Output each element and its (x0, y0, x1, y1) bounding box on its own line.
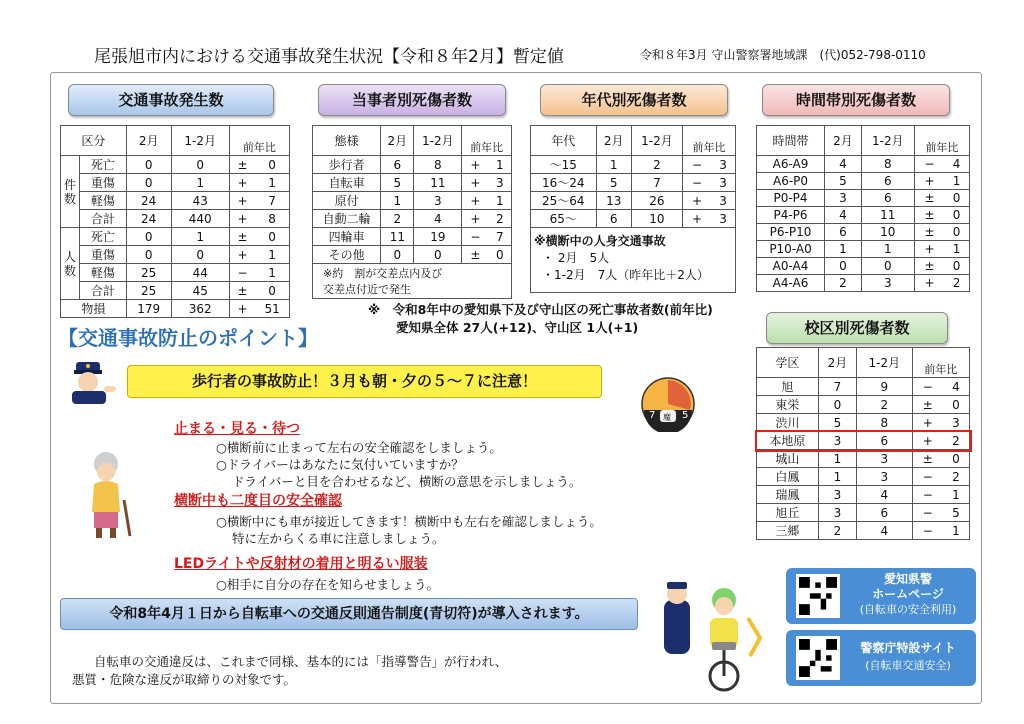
table-row (757, 450, 970, 468)
col-header: 時間帯 (757, 126, 825, 156)
section-age: 年代別死傷者数 (540, 84, 728, 116)
value-sign: − (912, 486, 943, 504)
value-ytd: 6 (857, 432, 912, 450)
value-yoy: 3 (489, 174, 512, 192)
value-sign: + (462, 156, 489, 174)
age-note-line: ・1-2月 7人（昨年比＋2人） (542, 268, 709, 282)
value-sign: + (229, 210, 255, 228)
row-label: 死亡 (80, 228, 127, 246)
bicycle-ticket-notice: 令和8年4月１日から自転車への交通反則通告制度(青切符)が導入されます。 (60, 598, 638, 630)
value-feb: 25 (126, 282, 171, 300)
table-row (313, 192, 512, 210)
table-row (531, 192, 736, 210)
value-feb: 2 (818, 522, 856, 540)
table-row (757, 156, 970, 173)
row-label: 城山 (757, 450, 819, 468)
value-sign: + (462, 210, 489, 228)
pedestrian-warning-banner: 歩行者の事故防止！３月も朝・夕の５～７に注意！ (127, 365, 602, 398)
table-row (757, 522, 970, 540)
row-label: 歩行者 (313, 156, 381, 174)
value-sign: + (912, 414, 943, 432)
row-label: 四輪車 (313, 228, 381, 246)
value-yoy: 0 (489, 246, 512, 264)
value-ytd: 362 (171, 300, 229, 318)
row-label: 東栄 (757, 396, 819, 414)
value-yoy: 3 (711, 174, 735, 192)
value-yoy: 0 (255, 282, 289, 300)
table-row (531, 174, 736, 192)
value-yoy: 1 (489, 192, 512, 210)
value-yoy: 1 (255, 264, 289, 282)
value-feb: 5 (596, 174, 631, 192)
value-ytd: 0 (861, 258, 914, 275)
group-label: 人 数 (61, 228, 80, 300)
value-feb: 2 (825, 275, 862, 292)
col-header: 2月 (381, 126, 414, 156)
value-feb: 6 (381, 156, 414, 174)
point-heading-3: LEDライトや反射材の着用と明るい服装 (174, 556, 428, 572)
elderly-pedestrian-icon (80, 450, 140, 540)
value-ytd: 6 (861, 173, 914, 190)
qr1-title2: ホームページ (872, 587, 944, 601)
section-accidents: 交通事故発生数 (68, 84, 274, 116)
value-sign: ± (229, 282, 255, 300)
value-sign: − (682, 174, 711, 192)
value-feb: 13 (596, 192, 631, 210)
qr-code-icon (796, 574, 840, 618)
value-sign: ± (914, 207, 944, 224)
value-feb: 11 (381, 228, 414, 246)
value-ytd: 19 (414, 228, 462, 246)
value-sign: + (682, 210, 711, 228)
prefecture-note-line1: ※ 令和8年中の愛知県下及び守山区の死亡事故者数(前年比) (368, 302, 713, 317)
row-label: A0-A4 (757, 258, 825, 275)
value-yoy: 1 (489, 156, 512, 174)
value-ytd: 9 (857, 378, 912, 396)
table-row (757, 414, 970, 432)
table-row (757, 275, 970, 292)
value-ytd: 6 (857, 504, 912, 522)
col-header: 態様 (313, 126, 381, 156)
clock-seven: 7 (649, 410, 656, 421)
value-ytd: 0 (171, 156, 229, 174)
value-yoy: 8 (255, 210, 289, 228)
col-header: 1-2月 (631, 126, 682, 156)
table-row (531, 156, 736, 174)
value-yoy: 3 (711, 210, 735, 228)
party-note: ※約 割が交差点内及び 交差点付近で発生 (313, 264, 512, 299)
age-note (531, 228, 736, 293)
value-feb: 4 (825, 207, 862, 224)
value-sign: − (229, 264, 255, 282)
value-yoy: 2 (944, 275, 969, 292)
value-sign: + (229, 300, 255, 318)
point-text: 特に左からくる車に注意しましょう。 (232, 531, 445, 546)
table-row (313, 156, 512, 174)
row-label: 物損 (61, 300, 127, 318)
clock-five: 5 (682, 410, 689, 421)
row-label: A4-A6 (757, 275, 825, 292)
point-text: ○ドライバーはあなたに気付いていますか？ (216, 457, 464, 472)
value-sign: ± (914, 190, 944, 207)
col-header: 2月 (818, 348, 856, 378)
row-label: ～15 (531, 156, 597, 174)
row-label: 旭丘 (757, 504, 819, 522)
age-table (530, 125, 736, 293)
value-ytd: 440 (171, 210, 229, 228)
table-row (313, 246, 512, 264)
clock-label: 魔 (663, 413, 671, 422)
row-label: P4-P6 (757, 207, 825, 224)
value-yoy: 0 (944, 190, 969, 207)
value-sign: − (912, 522, 943, 540)
value-yoy: 1 (943, 522, 970, 540)
table-row (757, 504, 970, 522)
value-yoy: 1 (255, 174, 289, 192)
police-officer-icon (62, 358, 120, 404)
value-feb: 1 (825, 241, 862, 258)
value-ytd: 1 (861, 241, 914, 258)
value-feb: 2 (381, 210, 414, 228)
value-sign: + (914, 173, 944, 190)
col-header: 2月 (126, 126, 171, 156)
value-ytd: 43 (171, 192, 229, 210)
row-label: 瑞鳳 (757, 486, 819, 504)
value-sign: + (229, 192, 255, 210)
value-sign: ± (462, 246, 489, 264)
value-yoy: 0 (943, 450, 970, 468)
col-header: 前年比 (462, 126, 512, 156)
col-header: 1-2月 (414, 126, 462, 156)
table-row (61, 228, 290, 246)
table-row (757, 396, 970, 414)
value-feb: 0 (126, 156, 171, 174)
value-yoy: 0 (944, 207, 969, 224)
value-feb: 0 (126, 174, 171, 192)
table-row (757, 190, 970, 207)
row-label: 旭 (757, 378, 819, 396)
value-yoy: 1 (944, 241, 969, 258)
value-yoy: 3 (943, 414, 970, 432)
col-header: 前年比 (229, 126, 289, 156)
row-label: 軽傷 (80, 264, 127, 282)
table-row (61, 174, 290, 192)
table-row (757, 207, 970, 224)
age-note-title: ※横断中の人身交通事故 (534, 234, 666, 248)
qr2-caption: (自転車交通安全) (865, 659, 951, 672)
value-feb: 25 (126, 264, 171, 282)
value-feb: 24 (126, 210, 171, 228)
value-yoy: 2 (489, 210, 512, 228)
value-ytd: 3 (414, 192, 462, 210)
value-sign: ± (912, 396, 943, 414)
cyclist-illustration-icon (652, 578, 772, 694)
row-label: 25～64 (531, 192, 597, 210)
value-ytd: 7 (631, 174, 682, 192)
value-yoy: 0 (944, 224, 969, 241)
value-sign: ± (912, 450, 943, 468)
table-row (757, 173, 970, 190)
row-label: 重傷 (80, 174, 127, 192)
qr2-title: 警察庁特設サイト (860, 641, 956, 655)
accident-table (60, 125, 290, 318)
section-time: 時間帯別死傷者数 (762, 84, 950, 116)
col-header: 前年比 (912, 348, 970, 378)
value-ytd: 8 (861, 156, 914, 173)
value-sign: − (682, 156, 711, 174)
row-label: 軽傷 (80, 192, 127, 210)
value-yoy: 7 (255, 192, 289, 210)
point-text: ○横断前に止まって左右の安全確認をしましょう。 (216, 440, 502, 455)
value-sign: ± (914, 258, 944, 275)
value-feb: 179 (126, 300, 171, 318)
col-header: 学区 (757, 348, 819, 378)
value-feb: 6 (825, 224, 862, 241)
value-yoy: 5 (943, 504, 970, 522)
row-label: P10-A0 (757, 241, 825, 258)
prefecture-note-line2: 愛知県全体 27人(+12)、守山区 1人(+1) (396, 320, 639, 335)
table-row (61, 300, 290, 318)
qr1-caption: (自転車の安全利用) (859, 603, 957, 616)
value-yoy: 0 (255, 228, 289, 246)
value-yoy: 51 (255, 300, 289, 318)
value-feb: 3 (818, 486, 856, 504)
col-header: 2月 (596, 126, 631, 156)
value-feb: 7 (818, 378, 856, 396)
col-header: 2月 (825, 126, 862, 156)
table-row (61, 282, 290, 300)
value-ytd: 6 (861, 190, 914, 207)
value-ytd: 4 (857, 522, 912, 540)
table-row (313, 228, 512, 246)
group-label: 件 数 (61, 156, 80, 228)
qr1-title: 愛知県警 (883, 572, 932, 586)
table-row (313, 210, 512, 228)
points-title: 【交通事故防止のポイント】 (58, 326, 318, 350)
value-ytd: 10 (631, 210, 682, 228)
row-label: 合計 (80, 210, 127, 228)
page-subtitle: 令和８年3月 守山警察署地域課 (代)052-798-0110 (640, 48, 926, 62)
value-yoy: 4 (943, 378, 970, 396)
table-row (757, 241, 970, 258)
col-header: 前年比 (682, 126, 735, 156)
value-feb: 5 (818, 414, 856, 432)
row-label: 死亡 (80, 156, 127, 174)
value-feb: 3 (818, 504, 856, 522)
table-row (61, 210, 290, 228)
row-label: 自動二輪 (313, 210, 381, 228)
value-ytd: 3 (861, 275, 914, 292)
value-yoy: 2 (943, 432, 970, 450)
row-label: 三郷 (757, 522, 819, 540)
value-ytd: 26 (631, 192, 682, 210)
table-row (757, 258, 970, 275)
col-header: 年代 (531, 126, 597, 156)
value-sign: ± (229, 228, 255, 246)
qr-code-icon (796, 636, 840, 680)
value-feb: 1 (596, 156, 631, 174)
value-sign: + (912, 432, 943, 450)
table-row (531, 210, 736, 228)
value-sign: − (912, 378, 943, 396)
value-yoy: 1 (255, 246, 289, 264)
point-heading-1: 止まる・見る・待つ (174, 421, 300, 437)
school-table (756, 347, 970, 540)
value-feb: 3 (825, 190, 862, 207)
value-sign: − (914, 156, 944, 173)
row-label: 白鳳 (757, 468, 819, 486)
value-sign: ± (229, 156, 255, 174)
table-row (313, 174, 512, 192)
col-header: 前年比 (914, 126, 969, 156)
row-label: 原付 (313, 192, 381, 210)
table-row (757, 486, 970, 504)
row-label: 本地原 (757, 432, 819, 450)
col-header: 1-2月 (857, 348, 912, 378)
value-feb: 1 (818, 468, 856, 486)
value-ytd: 2 (857, 396, 912, 414)
value-feb: 6 (596, 210, 631, 228)
value-feb: 0 (126, 246, 171, 264)
party-table (312, 125, 512, 299)
value-yoy: 0 (255, 156, 289, 174)
row-label: 16～24 (531, 174, 597, 192)
value-ytd: 3 (857, 450, 912, 468)
section-party: 当事者別死傷者数 (318, 84, 506, 116)
col-header: 1-2月 (861, 126, 914, 156)
col-header: 1-2月 (171, 126, 229, 156)
value-sign: + (462, 192, 489, 210)
row-label: 重傷 (80, 246, 127, 264)
row-label: A6-P0 (757, 173, 825, 190)
row-label: A6-A9 (757, 156, 825, 173)
value-sign: + (462, 174, 489, 192)
prefecture-note (368, 300, 713, 336)
value-ytd: 1 (171, 228, 229, 246)
value-sign: + (229, 174, 255, 192)
value-ytd: 11 (414, 174, 462, 192)
value-ytd: 44 (171, 264, 229, 282)
value-yoy: 3 (711, 156, 735, 174)
row-label: P0-P4 (757, 190, 825, 207)
value-yoy: 0 (944, 258, 969, 275)
point-text: ○相手に自分の存在を知らせましょう。 (216, 577, 440, 592)
row-label: P6-P10 (757, 224, 825, 241)
value-feb: 3 (818, 432, 856, 450)
value-feb: 1 (818, 450, 856, 468)
point-heading-2: 横断中も二度目の安全確認 (174, 493, 342, 509)
value-sign: − (912, 468, 943, 486)
age-note-line: ・ 2月 5人 (542, 251, 610, 265)
table-row (61, 156, 290, 174)
row-label: 渋川 (757, 414, 819, 432)
table-row (757, 378, 970, 396)
value-ytd: 10 (861, 224, 914, 241)
value-feb: 0 (825, 258, 862, 275)
value-feb: 1 (381, 192, 414, 210)
value-ytd: 3 (857, 468, 912, 486)
value-feb: 5 (825, 173, 862, 190)
value-yoy: 1 (944, 173, 969, 190)
value-ytd: 11 (861, 207, 914, 224)
section-school: 校区別死傷者数 (766, 312, 948, 344)
table-row (757, 432, 970, 450)
row-label: 自転車 (313, 174, 381, 192)
value-feb: 4 (825, 156, 862, 173)
value-yoy: 4 (944, 156, 969, 173)
value-feb: 5 (381, 174, 414, 192)
time-table (756, 125, 970, 292)
value-ytd: 4 (857, 486, 912, 504)
value-ytd: 8 (857, 414, 912, 432)
value-feb: 24 (126, 192, 171, 210)
value-ytd: 0 (414, 246, 462, 264)
col-header: 区分 (61, 126, 127, 156)
value-ytd: 1 (171, 174, 229, 192)
value-ytd: 4 (414, 210, 462, 228)
dusk-clock-icon (640, 376, 696, 432)
point-text: ドライバーと目を合わせるなど、横断の意思を示しましょう。 (232, 474, 582, 489)
qr-link-aichi-police[interactable] (786, 568, 976, 624)
value-sign: + (914, 241, 944, 258)
value-sign: + (229, 246, 255, 264)
value-ytd: 2 (631, 156, 682, 174)
value-sign: + (682, 192, 711, 210)
value-sign: ± (914, 224, 944, 241)
value-yoy: 3 (711, 192, 735, 210)
value-sign: + (914, 275, 944, 292)
value-yoy: 7 (489, 228, 512, 246)
page-title: 尾張旭市内における交通事故発生状況【令和８年2月】暫定値 (94, 47, 564, 67)
row-label: その他 (313, 246, 381, 264)
bicycle-text: 自転車の交通違反は、これまで同様、基本的には「指導警告」が行われ、 (94, 654, 508, 669)
value-yoy: 0 (943, 396, 970, 414)
table-row (757, 468, 970, 486)
table-row (757, 224, 970, 241)
value-feb: 0 (126, 228, 171, 246)
point-text: ○横断中にも車が接近してきます！横断中も左右を確認しましょう。 (216, 514, 602, 529)
value-yoy: 1 (943, 486, 970, 504)
row-label: 合計 (80, 282, 127, 300)
value-ytd: 8 (414, 156, 462, 174)
value-ytd: 0 (171, 246, 229, 264)
row-label: 65～ (531, 210, 597, 228)
table-row (61, 246, 290, 264)
value-sign: − (912, 504, 943, 522)
value-sign: − (462, 228, 489, 246)
table-row (61, 264, 290, 282)
value-ytd: 45 (171, 282, 229, 300)
table-row (61, 192, 290, 210)
value-yoy: 2 (943, 468, 970, 486)
bicycle-text: 悪質・危険な違反が取締りの対象です。 (72, 672, 297, 687)
value-feb: 0 (818, 396, 856, 414)
value-feb: 0 (381, 246, 414, 264)
qr-link-npa-site[interactable] (786, 630, 976, 686)
